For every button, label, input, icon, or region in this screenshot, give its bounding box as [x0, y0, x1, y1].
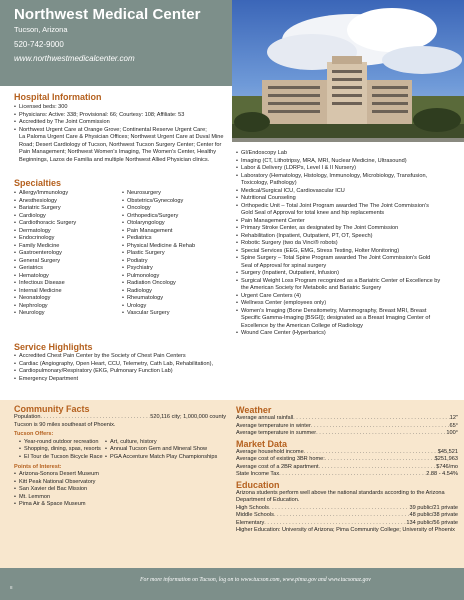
higher-education: Higher Education: University of Arizona; Pima Community College; University of Phoenix: [236, 527, 455, 533]
dot-leader: [293, 415, 450, 423]
list-item: • Rehabilitation (Inpatient, Outpatient, PT, OT, Speech): [236, 233, 458, 241]
hospital-photo: [232, 0, 464, 142]
list-item: • Urgent Care Centers (4): [236, 293, 458, 301]
list-item: • Pain Management: [122, 228, 222, 236]
list-item: • Arizona-Sonora Desert Museum: [14, 471, 226, 479]
tucson-offers-heading: Tucson Offers:: [14, 431, 54, 437]
list-item-continued: Road; Desert Cardiology of Tucson, Northwest Tucson Surgery Center; Center for: [19, 141, 222, 148]
dot-leader: [311, 423, 450, 431]
footer-band: [0, 568, 464, 600]
specialties-column-2: [122, 190, 222, 318]
weather-row: [236, 415, 458, 423]
list-item: • Allergy/Immunology: [14, 190, 114, 198]
education-value: 48 public/38 private: [409, 512, 458, 518]
list-item: • Northwest Urgent Care at Orange Grove; Continental Reserve Urgent Care;: [14, 127, 230, 135]
list-item: • Neurology: [14, 310, 114, 318]
dot-leader: [269, 505, 410, 513]
specialties-heading: Specialties: [14, 178, 62, 188]
hospital-information-section: [14, 92, 230, 164]
list-item: • Gastroenterology: [14, 250, 114, 258]
list-item: • Pain Management Center: [236, 218, 458, 226]
list-item: • Pulmonology: [122, 273, 222, 281]
list-item: • Rheumatology: [122, 295, 222, 303]
list-item: • Internal Medicine: [14, 288, 114, 296]
list-item: • Nephrology: [14, 303, 114, 311]
market-row: [236, 449, 458, 457]
hospital-location: Tucson, Arizona: [14, 25, 68, 34]
dot-leader: [325, 456, 435, 464]
education-label: Elementary: [236, 519, 265, 526]
list-item-continued: the American Society for Metabolic and Bariatric Surgery: [241, 285, 382, 291]
education-row: [236, 505, 458, 513]
market-value: 2.88 - 4.54%: [426, 471, 458, 477]
list-item: • Orthopedic Unit – Total Joint Program awarded The The Joint Commission's: [236, 203, 458, 211]
list-item: • Labor & Delivery (LDRPs, Level I & II Nursery): [236, 165, 458, 173]
education-value: 39 public/21 private: [409, 504, 458, 511]
education-label: High Schools: [236, 504, 269, 511]
list-item: • Special Services (EEG, EMG, Stress Testing, Holter Monitoring): [236, 248, 458, 256]
list-item: • Emergency Department: [14, 376, 230, 384]
education-intro: Arizona students perform well above the national standards according to the Arizona Department of Education.: [236, 489, 445, 503]
weather-label: Average temperature in summer: [236, 430, 317, 436]
list-item: • Licensed beds: 300: [14, 104, 230, 112]
list-item: • El Tour de Tucson Bicycle Race: [19, 454, 103, 462]
list-item: • General Surgery: [14, 258, 114, 266]
list-item: • Pima Air & Space Museum: [14, 501, 226, 509]
list-item: • Pediatrics: [122, 235, 222, 243]
list-item: • Surgery (Inpatient, Outpatient, Infusion): [236, 270, 458, 278]
list-item-continued: Seal of Approval for spinal surgery: [241, 262, 327, 269]
list-item-continued: Gold Seal of Approval for total knee and hip replacements: [241, 210, 385, 216]
list-item: • Nutritional Counseling: [236, 195, 458, 203]
list-item: • Imaging (CT, Lithotripsy, MRA, MRI, Nuclear Medicine, Ultrasound): [236, 158, 458, 166]
list-item: • Infectious Disease: [14, 280, 114, 288]
list-item: • Shopping, dining, spas, resorts: [19, 446, 103, 454]
list-item: • Year-round outdoor recreation: [19, 439, 103, 447]
list-item: • Accredited Chest Pain Center by the Society of Chest Pain Centers: [14, 353, 230, 361]
dot-leader: [319, 464, 437, 472]
list-item: • Orthopedics/Surgery: [122, 213, 222, 221]
hospital-website: www.northwestmedicalcenter.com: [14, 54, 135, 63]
education-heading: Education: [236, 479, 280, 490]
market-label: Average household income: [236, 448, 304, 455]
distance-note: Tucson is 90 miles southeast of Phoenix.: [14, 421, 116, 428]
list-item: • Wound Care Center (Hyperbarics): [236, 330, 458, 338]
points-of-interest-list: [14, 471, 226, 509]
list-item: • Urology: [122, 303, 222, 311]
hospital-information-heading: Hospital Information: [14, 92, 102, 102]
page-number: 8: [10, 585, 13, 590]
dot-leader: [274, 512, 410, 520]
dot-leader: [279, 471, 426, 479]
list-item-continued: Specific Gamma-Imaging [BSGI]); designated as a Breast Imaging Center of: [241, 315, 431, 321]
education-value: 134 public/56 private: [406, 519, 458, 526]
list-item: • Women's Imaging (Bone Densitometry, Mammography, Breast MRI, Breast: [236, 308, 458, 316]
weather-label: Average temperature in winter: [236, 422, 311, 429]
list-item: • Medical/Surgical ICU, Cardiovascular ICU: [236, 188, 458, 196]
list-item: • Cardiopulmonary/Respiratory (EKG, Pulmonary Function Lab): [14, 368, 230, 376]
market-row: [236, 456, 458, 464]
weather-row: [236, 423, 458, 431]
market-label: Average cost of a 2BR apartment: [236, 463, 319, 470]
tucson-offers-list: [14, 439, 226, 462]
header-text: [14, 6, 201, 63]
education-row: [236, 520, 458, 528]
list-item: • Mt. Lemmon: [14, 494, 226, 502]
market-value: $746/mo: [436, 463, 458, 470]
list-item-continued: Pain Management; Northwest Women's Imaging, The Women's Center, Healthy: [19, 149, 217, 155]
market-label: Average cost of existing 3BR home:: [236, 456, 325, 462]
list-item: • Vascular Surgery: [122, 310, 222, 318]
market-value: $251,963: [434, 456, 458, 462]
community-facts-section: [14, 404, 226, 509]
list-item: • Anesthesiology: [14, 198, 114, 206]
weather-value: 65°: [449, 422, 458, 429]
market-value: $45,521: [437, 448, 458, 455]
weather-row: [236, 430, 458, 438]
list-item-continued: La Paloma Urgent Care & Physician Offices; Northwest Urgent Care at Duval Mine: [19, 134, 224, 140]
education-row: [236, 512, 458, 520]
list-item: • Psychiatry: [122, 265, 222, 273]
list-item: • Spine Surgery – Total Spine Program awarded The Joint Commission's Gold: [236, 255, 458, 263]
footer-text: For more information on Tucson, log on to www.tucson.com, www.pima.gov and www.tucsonaz.gov: [140, 577, 371, 583]
weather-label: Average annual rainfall: [236, 415, 294, 421]
list-item: • Plastic Surgery: [122, 250, 222, 258]
market-row: [236, 464, 458, 472]
weather-value: 12": [449, 415, 458, 421]
specialties-column-1: [14, 190, 114, 318]
weather-market-education-section: [236, 404, 458, 535]
dot-leader: [40, 414, 150, 422]
list-item: • Neurosurgery: [122, 190, 222, 198]
list-item: • Podiatry: [122, 258, 222, 266]
list-item: • Hematology: [14, 273, 114, 281]
list-item: • GI/Endoscopy Lab: [236, 150, 458, 158]
list-item: • Geriatrics: [14, 265, 114, 273]
market-data-heading: Market Data: [236, 438, 288, 449]
list-item: • Family Medicine: [14, 243, 114, 251]
list-item: • Radiation Oncology: [122, 280, 222, 288]
population-value: 520,116 city; 1,000,000 county: [150, 414, 226, 420]
list-item: • Oncology: [122, 205, 222, 213]
list-item: • San Xavier del Bac Mission: [14, 486, 226, 494]
market-label: State Income Tax: [236, 471, 280, 477]
list-item: • Accredited by The Joint Commission: [14, 119, 230, 127]
list-item: • Robotic Surgery (two da Vinci® robots): [236, 240, 458, 248]
dot-leader: [304, 449, 438, 457]
hospital-phone: 520-742-9000: [14, 40, 64, 49]
list-item: • Primary Stroke Center, as designated by The Joint Commission: [236, 225, 458, 233]
list-item: • Kitt Peak National Observatory: [14, 479, 226, 487]
list-item: • Cardiology: [14, 213, 114, 221]
list-item: • Radiology: [122, 288, 222, 296]
list-item: • Surgical Weight Loss Program recognized as a Bariatric Center of Excellence by: [236, 278, 458, 286]
list-item: • Wellness Center (employees only): [236, 300, 458, 308]
points-of-interest-heading: Points of Interest:: [14, 463, 62, 470]
population-row: [14, 414, 226, 422]
list-item: • Neonatology: [14, 295, 114, 303]
population-label: Population: [14, 414, 41, 420]
hospital-building-image: [232, 0, 464, 142]
list-item-continued: Beginnings, Lazos de Familia and multiple Northwest Allied Physician clinics.: [19, 156, 210, 163]
list-item-continued: Excellence by the American College of Radiology: [241, 322, 363, 329]
list-item: • Physicians: Active: 338; Provisional: 66; Courtesy: 108; Affiliate: 53: [14, 112, 230, 120]
community-facts-heading: Community Facts: [14, 404, 90, 414]
weather-value: 100°: [446, 430, 458, 436]
market-row: [236, 471, 458, 479]
list-item-continued: Toxicology, Pathology): [241, 180, 297, 186]
education-label: Middle Schools: [236, 512, 274, 518]
service-highlights-list: [14, 353, 230, 383]
service-highlights-right-column: [236, 150, 458, 338]
list-item: • Otolaryngology: [122, 220, 222, 228]
list-item: • Endocrinology: [14, 235, 114, 243]
list-item: • Dermatology: [14, 228, 114, 236]
dot-leader: [264, 520, 406, 528]
list-item: • PGA Accenture Match Play Championships: [105, 454, 217, 462]
list-item: • Annual Tucson Gem and Mineral Show: [105, 446, 217, 454]
list-item: • Laboratory (Hematology, Histology, Immunology, Microbiology, Transfusion,: [236, 173, 458, 181]
list-item: • Bariatric Surgery: [14, 205, 114, 213]
service-highlights-heading: Service Highlights: [14, 342, 93, 352]
list-item: • Cardiothoracic Surgery: [14, 220, 114, 228]
list-item: • Art, culture, history: [105, 439, 217, 447]
list-item: • Obstetrics/Gynecology: [122, 198, 222, 206]
dot-leader: [316, 430, 446, 438]
weather-heading: Weather: [236, 405, 272, 415]
hospital-title: Northwest Medical Center: [14, 6, 201, 23]
list-item: • Physical Medicine & Rehab: [122, 243, 222, 251]
list-item: • Cardiac (Angiography, Open Heart, CCU, Telemetry, Cath Lab, Rehabilitation),: [14, 361, 230, 369]
